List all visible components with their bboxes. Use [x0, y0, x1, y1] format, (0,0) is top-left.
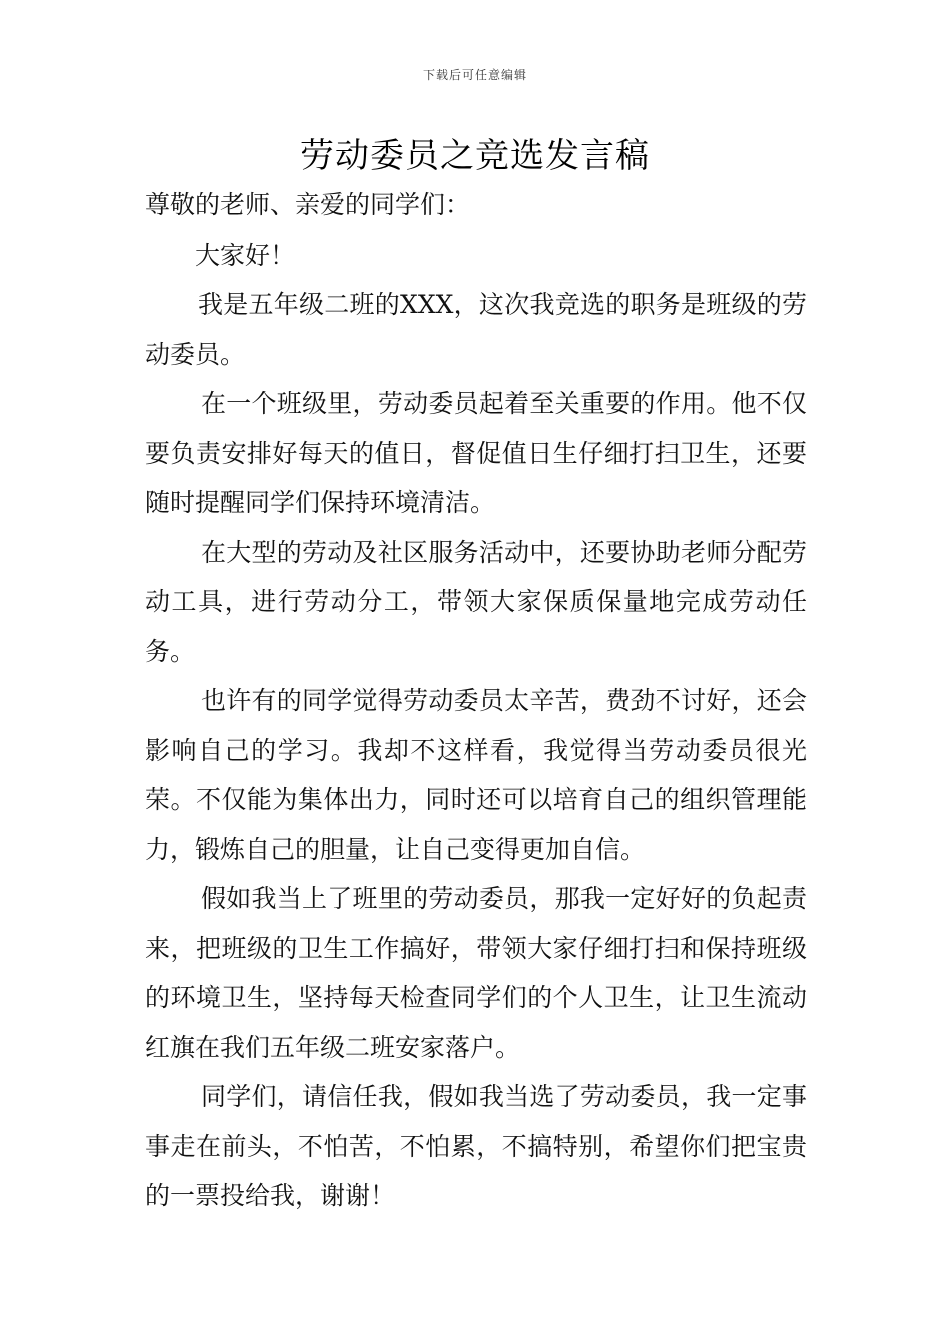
paragraph-views: 也许有的同学觉得劳动委员太辛苦，费劲不讨好，还会影响自己的学习。我却不这样看，我觉得当劳动委员很光荣。不仅能为集体出力，同时还可以培育自己的组织管理能力，锻炼自己的胆量，让自己变得更加自信。	[145, 686, 807, 864]
paragraph-closing: 同学们，请信任我，假如我当选了劳动委员，我一定事事走在前头，不怕苦，不怕累，不搞特别，希望你们把宝贵的一票投给我，谢谢！	[145, 1082, 807, 1210]
paragraph-activities: 在大型的劳动及社区服务活动中，还要协助老师分配劳动工具，进行劳动分工，带领大家保质保量地完成劳动任务。	[145, 537, 807, 666]
paragraph-greeting: 大家好！	[195, 240, 296, 270]
paragraph-introduction: 我是五年级二班的XXX，这次我竞选的职务是班级的劳动委员。	[145, 290, 807, 369]
salutation: 尊敬的老师、亲爱的同学们：	[145, 190, 471, 219]
paragraph-role-importance: 在一个班级里，劳动委员起着至关重要的作用。他不仅要负责安排好每天的值日，督促值日生仔细打扫卫生，还要随时提醒同学们保持环境清洁。	[145, 389, 807, 517]
header-note: 下载后可任意编辑	[422, 68, 527, 82]
document-body	[145, 180, 807, 1221]
document-title: 劳动委员之竞选发言稿	[300, 136, 650, 176]
paragraph-plans: 假如我当上了班里的劳动委员，那我一定好好的负起责来，把班级的卫生工作搞好，带领大家仔细打扫和保持班级的环境卫生，坚持每天检查同学们的个人卫生，让卫生流动红旗在我们五年级二班安家落户。	[145, 884, 807, 1062]
